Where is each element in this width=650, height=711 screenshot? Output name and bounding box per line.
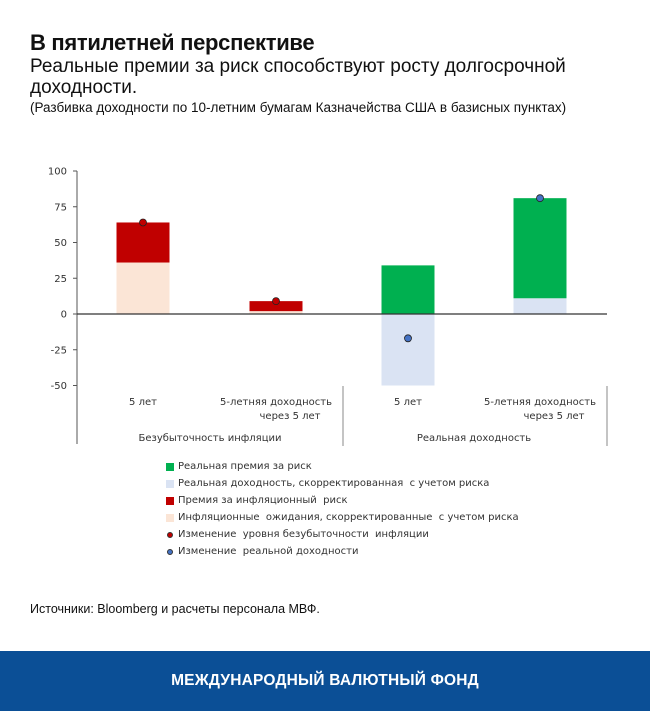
legend-label: Реальная доходность, скорректированная с учетом риска [178,478,490,489]
bar-segment [514,298,567,314]
category-label: через 5 лет [259,411,321,422]
change-dot [405,335,412,342]
change-dot [140,219,147,226]
category-label: 5 лет [394,397,422,408]
legend-swatch-icon [166,514,174,522]
bar-segment [382,314,435,386]
footer-label: МЕЖДУНАРОДНЫЙ ВАЛЮТНЫЙ ФОНД [171,672,479,689]
change-dot [537,195,544,202]
y-tick-label: 0 [60,309,67,321]
footer-banner [0,651,650,711]
legend-dot-icon [167,532,173,538]
legend-swatch-icon [166,463,174,471]
x-axis [129,386,607,446]
change-dot [273,298,280,305]
legend-label: Инфляционные ожидания, скорректированные с учетом риска [178,512,519,523]
chart-title: В пятилетней перспективе [30,30,315,55]
legend-label: Премия за инфляционный риск [178,495,348,506]
y-tick-label: 100 [47,166,67,178]
legend-swatch-icon [166,480,174,488]
legend-item [166,458,519,475]
source-note: Источники: Bloomberg и расчеты персонала МВФ. [30,602,320,616]
y-tick-label: 25 [54,273,67,285]
chart-legend [166,458,519,560]
y-tick-label: -50 [50,381,67,392]
legend-swatch-icon [166,497,174,505]
legend-item [166,492,519,509]
category-label: 5-летняя доходность [220,397,332,408]
category-label: 5-летняя доходность [484,397,596,408]
legend-label: Изменение реальной доходности [178,546,359,557]
legend-item [166,509,519,526]
legend-label: Изменение уровня безубыточности инфляции [178,529,429,540]
legend-item [166,543,519,560]
legend-item [166,475,519,492]
bar-segment [117,263,170,314]
legend-item [166,526,519,543]
legend-label: Реальная премия за риск [178,461,312,472]
category-label: 5 лет [129,397,157,408]
dots [140,195,544,342]
y-tick-label: 50 [54,238,67,249]
bar-segment [514,198,567,298]
y-tick-label: 75 [54,202,67,214]
category-label: через 5 лет [523,411,585,422]
legend-dot-icon [167,549,173,555]
group-label: Реальная доходность [416,433,532,444]
bar-segment [382,265,435,314]
chart-units-note: (Разбивка доходности по 10-летним бумагам Казначейства США в базисных пунктах) [30,100,567,115]
y-tick-label: -25 [50,345,67,357]
bars [117,198,567,385]
bar-segment [117,222,170,262]
group-label: Безубыточность инфляции [138,433,282,444]
chart-subtitle: Реальные премии за риск способствуют росту долгосрочной доходности. [30,56,566,98]
y-axis [48,167,77,445]
